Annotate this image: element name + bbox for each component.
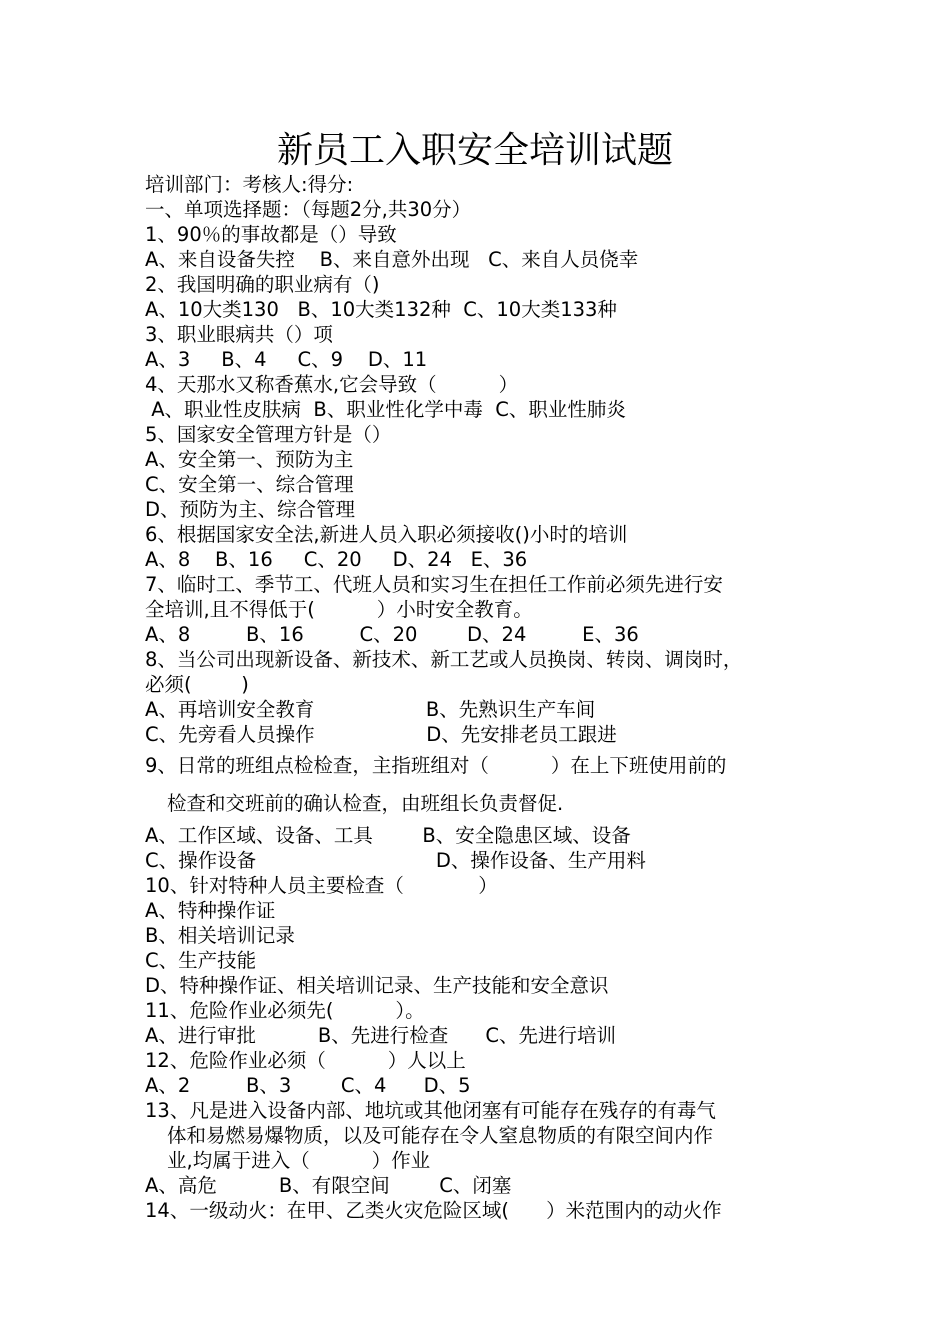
question-3-options: A、3 B、4 C、9 D、11	[145, 348, 428, 371]
question-6-options: A、8 B、16 C、20 D、24 E、36	[145, 548, 528, 571]
question-11: 11、危险作业必须先( ）。	[145, 999, 425, 1022]
question-14: 14、一级动火：在甲、乙类火灾危险区域( ）米范围内的动火作	[145, 1199, 722, 1222]
question-2-options: A、10大类130 B、10大类132种 C、10大类133种	[145, 298, 617, 321]
question-10-option-b: B、相关培训记录	[145, 924, 295, 947]
question-10-option-a: A、特种操作证	[145, 899, 276, 922]
question-8-options-ab: A、再培训安全教育 B、先熟识生产车间	[145, 698, 596, 721]
question-5-option-a: A、安全第一、预防为主	[145, 448, 354, 471]
header-info-line: 培训部门：考核人:得分:	[145, 173, 354, 196]
question-1-options: A、来自设备失控 B、来自意外出现 C、来自人员侥幸	[145, 248, 639, 271]
question-13-options: A、高危 B、有限空间 C、闭塞	[145, 1174, 512, 1197]
question-13-continued-1: 体和易燃易爆物质，以及可能存在令人窒息物质的有限空间内作	[167, 1124, 714, 1147]
question-13-continued-2: 业,均属于进入（ ）作业	[167, 1149, 431, 1172]
question-4-options: A、职业性皮肤病 B、职业性化学中毒 C、职业性肺炎	[145, 398, 626, 421]
question-10-option-d: D、特种操作证、相关培训记录、生产技能和安全意识	[145, 974, 609, 997]
question-2: 2、我国明确的职业病有（)	[145, 273, 380, 296]
question-9-continued: 检查和交班前的确认检查，由班组长负责督促.	[167, 792, 564, 815]
question-10-option-c: C、生产技能	[145, 949, 257, 972]
section-heading: 一、单项选择题：（每题2分,共30分）	[145, 198, 472, 221]
question-3: 3、职业眼病共（）项	[145, 323, 333, 346]
question-8: 8、当公司出现新设备、新技术、新工艺或人员换岗、转岗、调岗时，	[145, 648, 743, 671]
question-1: 1、90％的事故都是（）导致	[145, 223, 397, 246]
page-title: 新员工入职安全培训试题	[276, 130, 673, 171]
question-13: 13、凡是进入设备内部、地坑或其他闭塞有可能存在残存的有毒气	[145, 1099, 716, 1122]
question-12-options: A、2 B、3 C、4 D、5	[145, 1074, 471, 1097]
question-5: 5、国家安全管理方针是（）	[145, 423, 392, 446]
question-12: 12、危险作业必须（ ）人以上	[145, 1049, 466, 1072]
question-8-options-cd: C、先旁看人员操作 D、先安排老员工跟进	[145, 723, 617, 746]
question-9-options-cd: C、操作设备 D、操作设备、生产用料	[145, 849, 646, 872]
question-10: 10、针对特种人员主要检查（ ）	[145, 874, 498, 897]
question-5-option-c: C、安全第一、综合管理	[145, 473, 354, 496]
question-7: 7、临时工、季节工、代班人员和实习生在担任工作前必须先进行安	[145, 573, 723, 596]
question-8-continued: 必须( )	[145, 673, 249, 696]
document-body	[145, 172, 825, 1223]
question-4: 4、天那水又称香蕉水,它会导致（ ）	[145, 373, 519, 396]
question-7-options: A、8 B、16 C、20 D、24 E、36	[145, 623, 639, 646]
question-5-option-d: D、预防为主、综合管理	[145, 498, 356, 521]
question-7-continued: 全培训,且不得低于( ）小时安全教育。	[145, 598, 533, 621]
question-9-options-ab: A、工作区域、设备、工具 B、安全隐患区域、设备	[145, 824, 631, 847]
question-9: 9、日常的班组点检检查，主指班组对（ ）在上下班使用前的	[145, 754, 727, 777]
question-11-options: A、进行审批 B、先进行检查 C、先进行培训	[145, 1024, 617, 1047]
question-6: 6、根据国家安全法,新进人员入职必须接收()小时的培训	[145, 523, 628, 546]
